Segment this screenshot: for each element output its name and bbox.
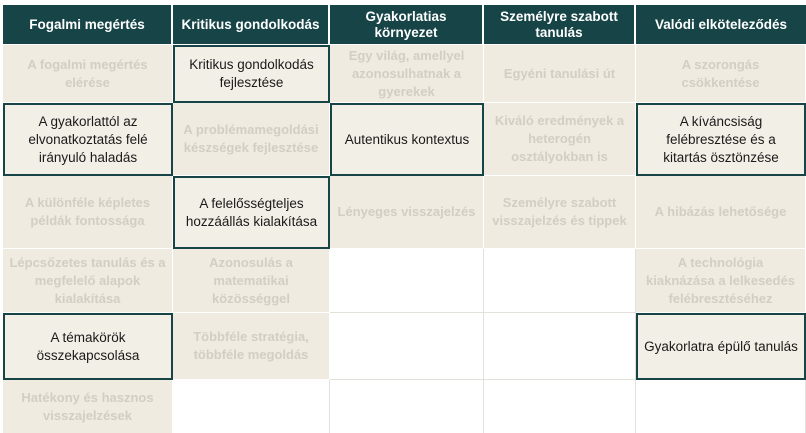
- table-cell: Hatékony és hasznos visszajelzések: [3, 380, 173, 433]
- empty-cell: [484, 313, 636, 380]
- empty-cell: [173, 380, 330, 433]
- table-cell: A hibázás lehetősége: [636, 176, 806, 249]
- header-fogalmi-megertes: Fogalmi megértés: [3, 5, 173, 45]
- table-cell: A különféle képletes példák fontossága: [3, 176, 173, 249]
- empty-cell: [330, 249, 484, 313]
- empty-cell: [484, 380, 636, 433]
- table-cell: Egy világ, amellyel azonosulhatnak a gyerekek: [330, 45, 484, 103]
- table-cell-highlighted: A felelősségteljes hozzáállás kialakítása: [173, 176, 330, 249]
- table-cell: Lényeges visszajelzés: [330, 176, 484, 249]
- table-cell-highlighted: Kritikus gondolkodás fejlesztése: [173, 45, 330, 103]
- header-valodi-elkotelezodes: Valódi elköteleződés: [636, 5, 806, 45]
- table-cell-highlighted: Autentikus kontextus: [330, 103, 484, 176]
- table-cell-highlighted: A témakörök összekapcsolása: [3, 313, 173, 380]
- header-szemelyre-szabott-tanulas: Személyre szabott tanulás: [484, 5, 636, 45]
- table-cell: A szorongás csökkentése: [636, 45, 806, 103]
- empty-cell: [330, 380, 484, 433]
- header-kritikus-gondolkodas: Kritikus gondolkodás: [173, 5, 330, 45]
- table-cell: Többféle stratégia, többféle megoldás: [173, 313, 330, 380]
- table-cell: Egyéni tanulási út: [484, 45, 636, 103]
- table-cell: Személyre szabott visszajelzés és tippek: [484, 176, 636, 249]
- table-cell: A technológia kiaknázása a lelkesedés felébresztéséhez: [636, 249, 806, 313]
- header-gyakorlatias-kornyezet: Gyakorlatias környezet: [330, 5, 484, 45]
- empty-cell: [484, 249, 636, 313]
- empty-cell: [330, 313, 484, 380]
- table-cell: Azonosulás a matematikai közösséggel: [173, 249, 330, 313]
- table-cell-highlighted: A gyakorlattól az elvonatkoztatás felé irányuló haladás: [3, 103, 173, 176]
- table-cell: A fogalmi megértés elérése: [3, 45, 173, 103]
- empty-cell: [636, 380, 806, 433]
- table-cell-highlighted: Gyakorlatra épülő tanulás: [636, 313, 806, 380]
- table-cell: Lépcsőzetes tanulás és a megfelelő alapok kialakítása: [3, 249, 173, 313]
- table-cell-highlighted: A kíváncsiság felébresztése és a kitartás ösztönzése: [636, 103, 806, 176]
- framework-table: [3, 5, 806, 433]
- table-cell: Kiváló eredmények a heterogén osztályokban is: [484, 103, 636, 176]
- table-cell: A problémamegoldási készségek fejlesztése: [173, 103, 330, 176]
